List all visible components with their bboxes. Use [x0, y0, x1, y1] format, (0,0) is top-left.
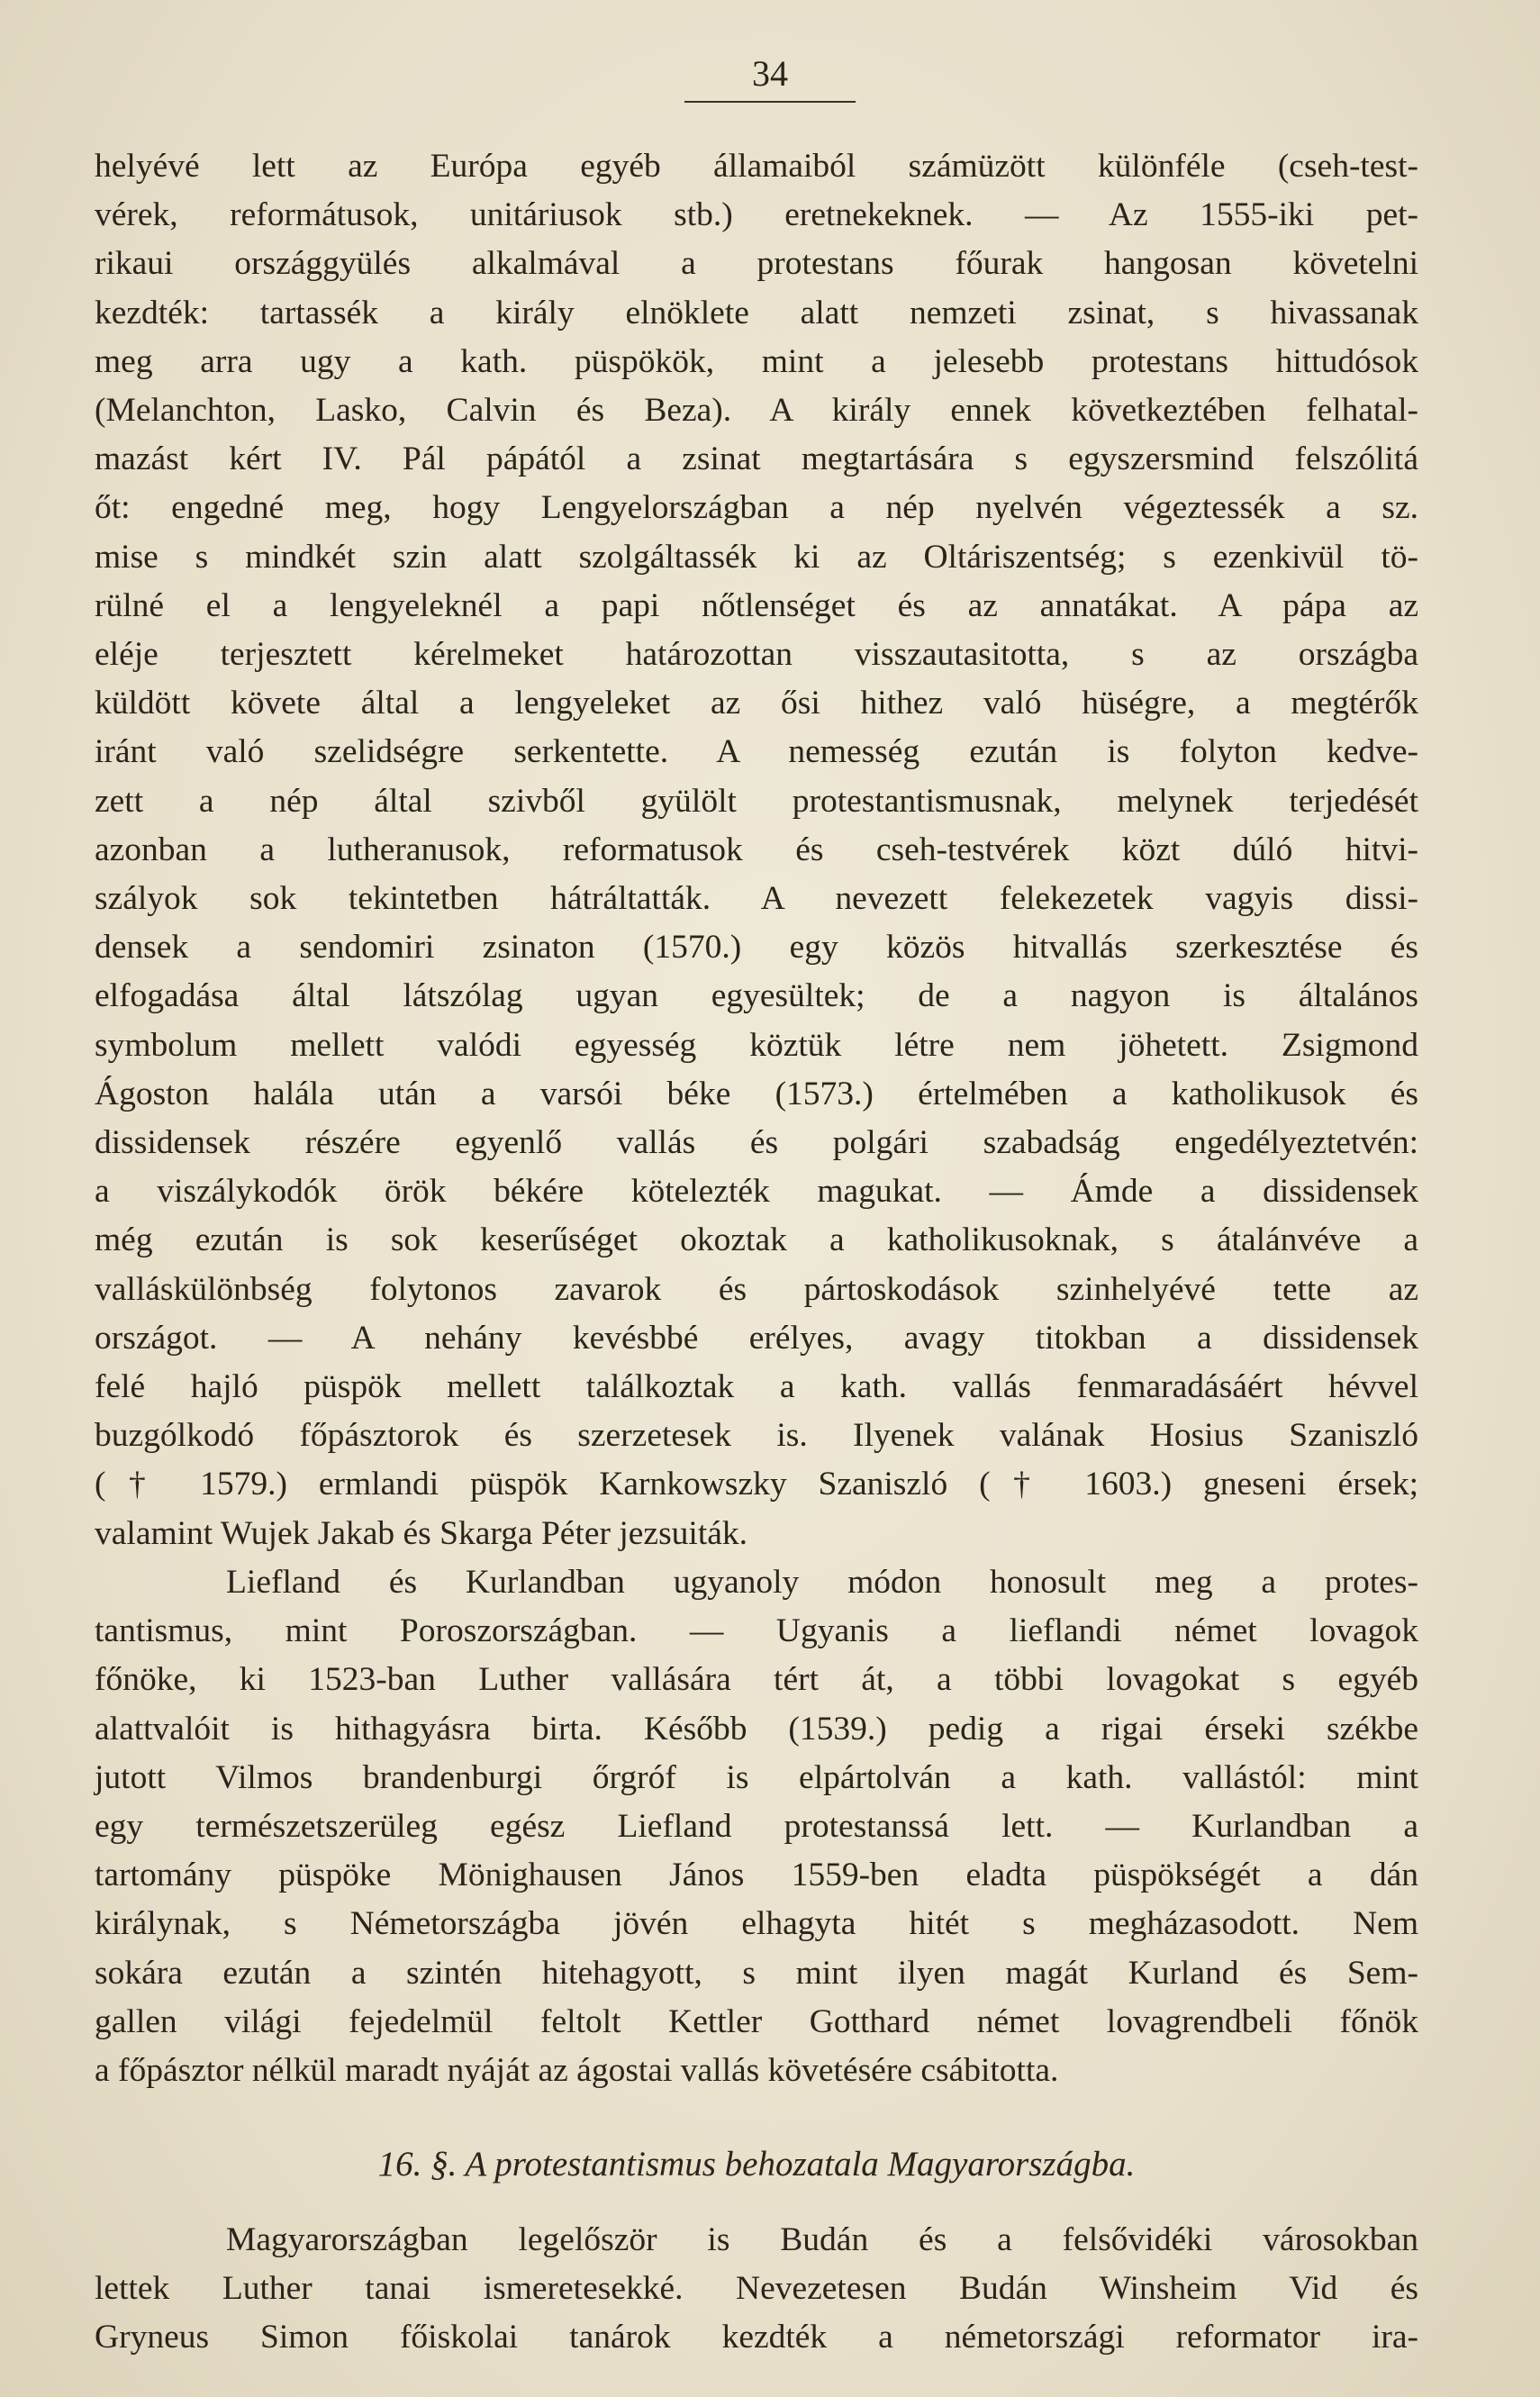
text-line: zett a nép által szivből gyülölt protestantismusnak, melynek terjedését	[95, 782, 1418, 820]
text-line: küldött követe által a lengyeleket az ősi hithez való hüségre, a megtérők	[95, 685, 1418, 722]
text-line: tartomány püspöke Mönighausen János 1559-ben eladta püspökségét a dán	[95, 1857, 1418, 1894]
text-line: még ezután is sok keserűséget okoztak a katholikusoknak, s átalánvéve a	[95, 1221, 1418, 1259]
text-line: tantismus, mint Poroszországban. — Ugyanis a lieflandi német lovagok	[95, 1612, 1418, 1650]
text-line: gallen világi fejedelmül feltolt Kettler Gotthard német lovagrendbeli főnök	[95, 2002, 1418, 2040]
text-line: egy természetszerüleg egész Liefland protestanssá lett. — Kurlandban a	[95, 1807, 1418, 1845]
text-line: helyévé lett az Európa egyéb államaiból számüzött különféle (cseh-test-	[95, 148, 1418, 185]
text-line: felé hajló püspök mellett találkoztak a kath. vallás fenmaradásáért hévvel	[95, 1368, 1418, 1406]
text-line: sokára ezután a szintén hitehagyott, s mint ilyen magát Kurland és Sem-	[95, 1954, 1418, 1992]
text-line: valamint Wujek Jakab és Skarga Péter jezsuiták.	[95, 1514, 748, 1552]
section-heading: 16. §. A protestantismus behozatala Magyarországba.	[377, 2145, 1136, 2184]
text-line: densek a sendomiri zsinaton (1570.) egy közös hitvallás szerkesztése és	[95, 929, 1418, 967]
text-line: vérek, reformátusok, unitáriusok stb.) eretnekeknek. — Az 1555-iki pet-	[95, 196, 1418, 234]
text-line: szályok sok tekintetben hátráltatták. A nevezett felekezetek vagyis dissi-	[95, 880, 1418, 918]
text-line: a viszálykodók örök békére kötelezték magukat. — Ámde a dissidensek	[95, 1173, 1418, 1211]
text-line: alattvalóit is hithagyásra birta. Később (1539.) pedig a rigai érseki székbe	[95, 1710, 1418, 1748]
text-line: Ágoston halála után a varsói béke (1573.) értelmében a katholikusok és	[95, 1075, 1418, 1112]
text-line: rikaui országgyülés alkalmával a protestans főurak hangosan követelni	[95, 245, 1418, 283]
page-number: 34	[684, 52, 856, 103]
text-line: királynak, s Németországba jövén elhagyta hitét s megházasodott. Nem	[95, 1905, 1418, 1943]
text-line: (Melanchton, Lasko, Calvin és Beza). A király ennek következtében felhatal-	[95, 392, 1418, 430]
text-line: eléje terjesztett kérelmeket határozottan visszautasitotta, s az országba	[95, 636, 1418, 674]
text-line: symbolum mellett valódi egyesség köztük létre nem jöhetett. Zsigmond	[95, 1026, 1418, 1064]
text-line: kezdték: tartassék a király elnöklete alatt nemzeti zsinat, s hivassanak	[95, 294, 1418, 331]
text-line: († 1579.) ermlandi püspök Karnkowszky Szaniszló († 1603.) gneseni érsek;	[95, 1466, 1418, 1503]
text-line: buzgólkodó főpásztorok és szerzetesek is. Ilyenek valának Hosius Szaniszló	[95, 1417, 1418, 1455]
body-text-continued	[95, 2216, 1418, 2363]
text-line: iránt való szelidségre serkentette. A nemesség ezután is folyton kedve-	[95, 733, 1418, 771]
text-line: országot. — A nehány kevésbbé erélyes, avagy titokban a dissidensek	[95, 1319, 1418, 1357]
text-line: őt: engedné meg, hogy Lengyelországban a nép nyelvén végeztessék a sz.	[95, 489, 1418, 527]
text-line: valláskülönbség folytonos zavarok és pártoskodások szinhelyévé tette az	[95, 1270, 1418, 1308]
text-line: mazást kért IV. Pál pápától a zsinat megtartására s egyszersmind felszólitá	[95, 440, 1418, 478]
text-line: Gryneus Simon főiskolai tanárok kezdték a németországi reformator ira-	[95, 2319, 1418, 2356]
text-line: meg arra ugy a kath. püspökök, mint a jelesebb protestans hittudósok	[95, 342, 1418, 380]
text-line: mise s mindkét szin alatt szolgáltassék ki az Oltáriszentség; s ezenkivül tö-	[95, 538, 1418, 576]
text-line: elfogadása által látszólag ugyan egyesültek; de a nagyon is általános	[95, 977, 1418, 1015]
text-line: dissidensek részére egyenlő vallás és polgári szabadság engedélyeztetvén:	[95, 1124, 1418, 1162]
body-text	[95, 142, 1418, 2095]
text-line: azonban a lutheranusok, reformatusok és cseh-testvérek közt dúló hitvi-	[95, 831, 1418, 868]
text-line: Magyarországban legelőször is Budán és a felsővidéki városokban	[226, 2221, 1418, 2258]
text-line: a főpásztor nélkül maradt nyáját az ágostai vallás követésére csábitotta.	[95, 2051, 1059, 2089]
text-line: rülné el a lengyeleknél a papi nőtlenséget és az annatákat. A pápa az	[95, 586, 1418, 624]
text-line: főnöke, ki 1523-ban Luther vallására tért át, a többi lovagokat s egyéb	[95, 1661, 1418, 1699]
text-line: Liefland és Kurlandban ugyanoly módon honosult meg a protes-	[226, 1563, 1418, 1601]
text-line: lettek Luther tanai ismeretesekké. Nevezetesen Budán Winsheim Vid és	[95, 2270, 1418, 2308]
text-line: jutott Vilmos brandenburgi őrgróf is elpártolván a kath. vallástól: mint	[95, 1758, 1418, 1796]
